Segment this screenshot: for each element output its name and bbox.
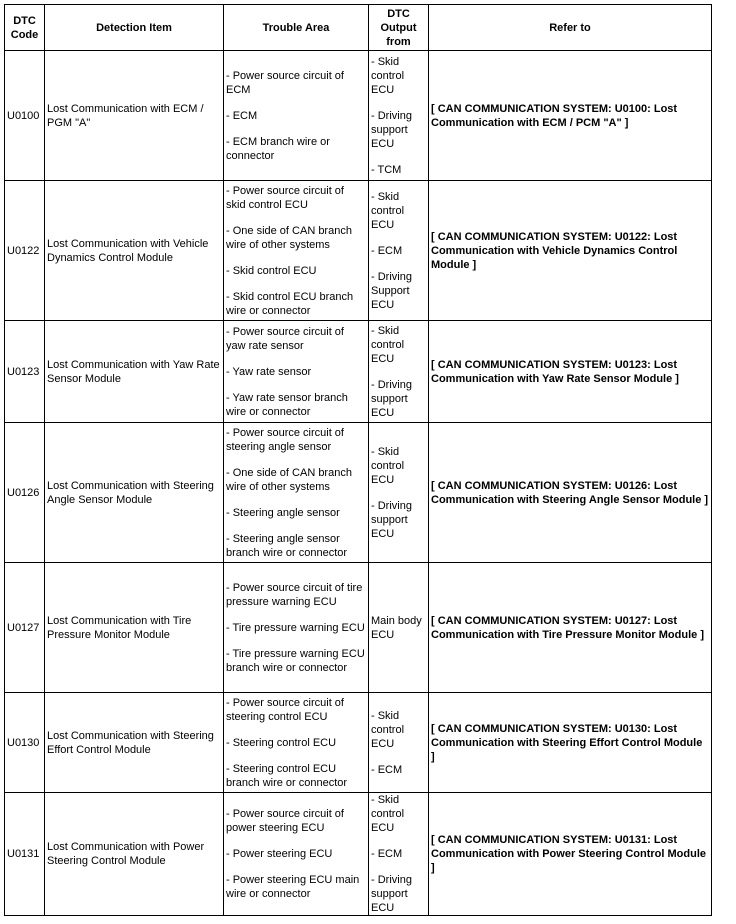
trouble-area-item: - Power source circuit of skid control ECU (226, 184, 344, 211)
detection-item-cell: Lost Communication with Tire Pressure Monitor Module (45, 563, 224, 693)
trouble-area-cell (224, 793, 369, 916)
trouble-area-item: - One side of CAN branch wire of other systems (226, 466, 352, 493)
trouble-area-item: - Power source circuit of steering angle sensor (226, 426, 344, 453)
dtc-output-cell (369, 423, 429, 563)
trouble-area-item: - Skid control ECU (226, 264, 317, 277)
dtc-code-cell: U0131 (5, 793, 45, 916)
dtc-output-item: - Skid control ECU (371, 324, 405, 365)
dtc-code-cell: U0130 (5, 693, 45, 793)
dtc-output-cell (369, 793, 429, 916)
dtc-output-item: - ECM (371, 848, 403, 860)
trouble-area-item: - Steering control ECU branch wire or connector (226, 762, 348, 789)
header-dtc-output-from: DTC Output from (369, 5, 429, 51)
trouble-area-item: - Power source circuit of ECM (226, 69, 344, 96)
trouble-area-cell (224, 563, 369, 693)
refer-to-cell: [ CAN COMMUNICATION SYSTEM: U0100: Lost Communication with ECM / PCM "A" ] (429, 51, 712, 181)
header-detection-item: Detection Item (45, 5, 224, 51)
dtc-output-item: - Skid control ECU (371, 709, 405, 750)
refer-to-cell: [ CAN COMMUNICATION SYSTEM: U0131: Lost Communication with Power Steering Control Module ] (429, 793, 712, 916)
refer-to-cell: [ CAN COMMUNICATION SYSTEM: U0130: Lost Communication with Steering Effort Control Module ] (429, 693, 712, 793)
trouble-area-item: - Power source circuit of tire pressure warning ECU (226, 581, 363, 608)
trouble-area-item: - Tire pressure warning ECU (226, 621, 365, 634)
table-row (5, 693, 712, 793)
trouble-area-item: - Steering angle sensor branch wire or connector (226, 532, 348, 559)
refer-to-cell: [ CAN COMMUNICATION SYSTEM: U0123: Lost Communication with Yaw Rate Sensor Module ] (429, 321, 712, 423)
header-dtc-code: DTC Code (5, 5, 45, 51)
refer-to-cell: [ CAN COMMUNICATION SYSTEM: U0127: Lost Communication with Tire Pressure Monitor Module ] (429, 563, 712, 693)
dtc-output-item: - TCM (371, 163, 402, 176)
trouble-area-item: - Steering control ECU (226, 736, 337, 749)
trouble-area-cell (224, 321, 369, 423)
dtc-code-cell: U0127 (5, 563, 45, 693)
dtc-output-cell (369, 181, 429, 321)
detection-item-cell: Lost Communication with Yaw Rate Sensor Module (45, 321, 224, 423)
dtc-output-item: - Skid control ECU (371, 55, 405, 96)
table-row (5, 51, 712, 181)
trouble-area-item: - Power steering ECU (226, 848, 333, 860)
trouble-area-item: - Yaw rate sensor (226, 365, 312, 378)
dtc-table-body (5, 51, 712, 916)
trouble-area-item: - Steering angle sensor (226, 506, 340, 519)
detection-item-cell: Lost Communication with Power Steering Control Module (45, 793, 224, 916)
trouble-area-item: - ECM branch wire or connector (226, 135, 330, 162)
dtc-output-item: - Driving support ECU (371, 378, 412, 419)
dtc-code-cell: U0122 (5, 181, 45, 321)
dtc-output-item: - Driving support ECU (371, 874, 412, 914)
dtc-output-item: - Driving Support ECU (371, 270, 412, 311)
refer-to-cell: [ CAN COMMUNICATION SYSTEM: U0126: Lost Communication with Steering Angle Sensor Module ] (429, 423, 712, 563)
trouble-area-item: - Power steering ECU main wire or connector (226, 874, 360, 900)
table-row (5, 321, 712, 423)
detection-item-cell: Lost Communication with ECM / PGM "A" (45, 51, 224, 181)
trouble-area-item: - Tire pressure warning ECU branch wire or connector (226, 647, 365, 674)
refer-to-cell: [ CAN COMMUNICATION SYSTEM: U0122: Lost Communication with Vehicle Dynamics Control Module ] (429, 181, 712, 321)
table-row (5, 423, 712, 563)
dtc-output-item: Main body ECU (371, 614, 422, 641)
trouble-area-item: - Power source circuit of power steering ECU (226, 808, 344, 834)
header-refer-to: Refer to (429, 5, 712, 51)
dtc-output-cell (369, 51, 429, 181)
trouble-area-cell (224, 51, 369, 181)
header-trouble-area: Trouble Area (224, 5, 369, 51)
dtc-output-item: - ECM (371, 244, 403, 257)
dtc-output-item: - Skid control ECU (371, 794, 405, 834)
dtc-table (4, 4, 712, 916)
detection-item-cell: Lost Communication with Vehicle Dynamics Control Module (45, 181, 224, 321)
trouble-area-item: - Skid control ECU branch wire or connector (226, 290, 354, 317)
dtc-code-cell: U0123 (5, 321, 45, 423)
dtc-output-cell (369, 693, 429, 793)
trouble-area-cell (224, 693, 369, 793)
table-row (5, 181, 712, 321)
dtc-code-cell: U0126 (5, 423, 45, 563)
dtc-output-item: - Skid control ECU (371, 445, 405, 486)
detection-item-cell: Lost Communication with Steering Effort Control Module (45, 693, 224, 793)
dtc-code-cell: U0100 (5, 51, 45, 181)
trouble-area-cell (224, 181, 369, 321)
table-row (5, 793, 712, 916)
trouble-area-item: - Power source circuit of yaw rate sensor (226, 325, 344, 352)
dtc-output-item: - Driving support ECU (371, 109, 412, 150)
trouble-area-item: - ECM (226, 109, 258, 122)
dtc-output-cell (369, 563, 429, 693)
trouble-area-item: - Yaw rate sensor branch wire or connector (226, 391, 348, 418)
header-row (5, 5, 712, 51)
dtc-output-item: - ECM (371, 763, 403, 776)
trouble-area-item: - Power source circuit of steering control ECU (226, 696, 344, 723)
trouble-area-cell (224, 423, 369, 563)
table-row (5, 563, 712, 693)
detection-item-cell: Lost Communication with Steering Angle Sensor Module (45, 423, 224, 563)
dtc-output-item: - Driving support ECU (371, 499, 412, 540)
trouble-area-item: - One side of CAN branch wire of other systems (226, 224, 352, 251)
dtc-output-item: - Skid control ECU (371, 190, 405, 231)
dtc-output-cell (369, 321, 429, 423)
